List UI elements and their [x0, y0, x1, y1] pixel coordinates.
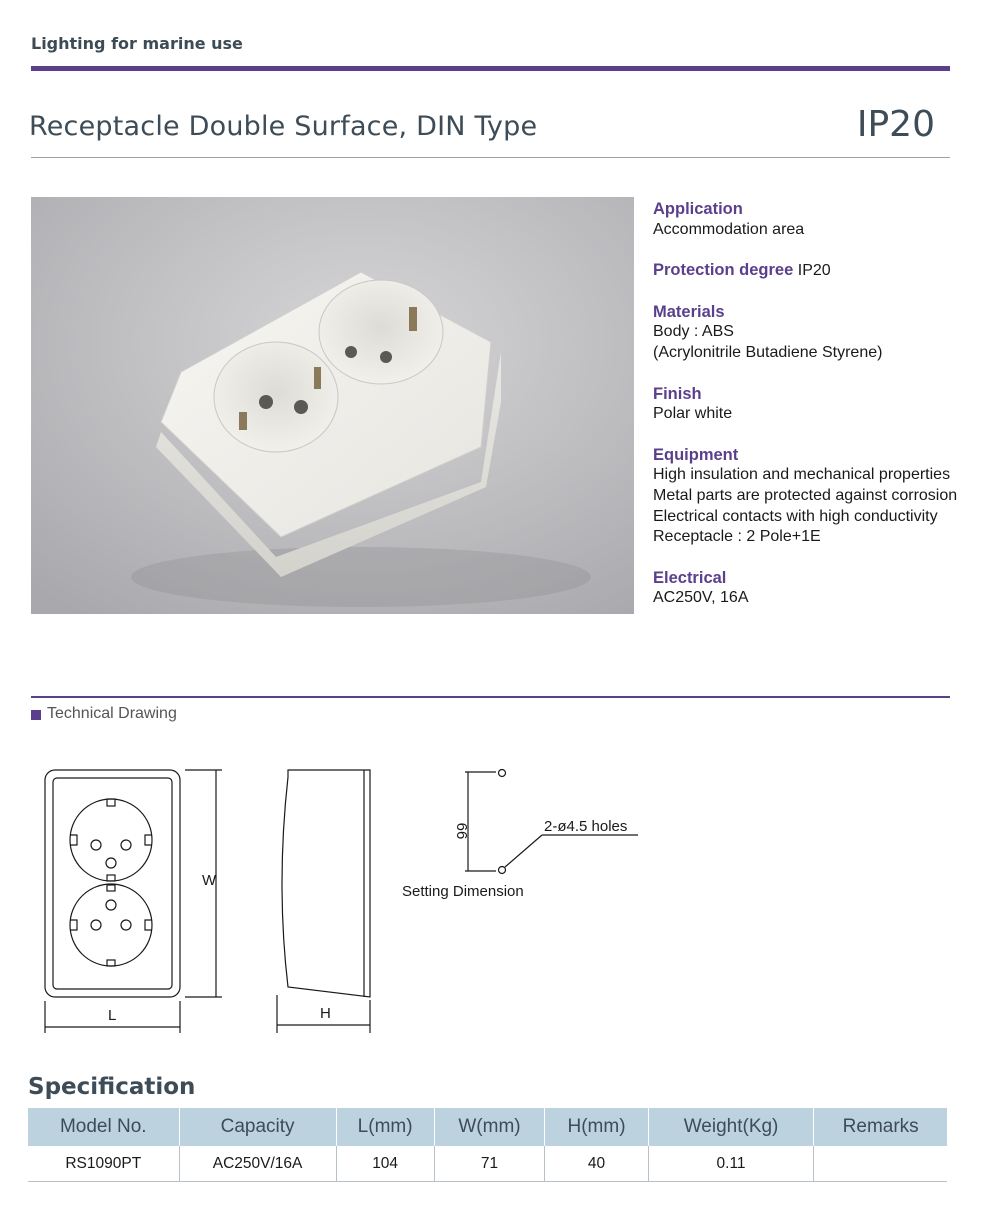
table-cell: 104: [336, 1146, 434, 1182]
section-square-icon: [31, 710, 41, 720]
protection-value: IP20: [797, 262, 831, 280]
finish-label: Finish: [653, 384, 702, 403]
equipment-label: Equipment: [653, 445, 739, 464]
dim-66-label: 66: [453, 822, 470, 840]
equipment-line: Receptacle : 2 Pole+1E: [653, 528, 821, 546]
socket-outline: [70, 884, 152, 966]
product-title: Receptacle Double Surface, DIN Type: [29, 111, 538, 142]
column-header: Capacity: [179, 1108, 336, 1146]
title-divider: [31, 157, 950, 158]
table-cell: RS1090PT: [28, 1146, 179, 1182]
top-divider: [31, 66, 950, 71]
electrical-block: [653, 568, 983, 609]
materials-line: Body : ABS: [653, 323, 734, 341]
application-value: Accommodation area: [653, 220, 805, 238]
specification-table: [28, 1108, 947, 1182]
spec-details: [653, 199, 983, 629]
finish-value: Polar white: [653, 405, 733, 423]
specification-heading: Specification: [28, 1074, 196, 1100]
equipment-line: Metal parts are protected against corrosion: [653, 486, 958, 504]
table-bottom-rule: [28, 1181, 947, 1182]
section-divider: [31, 696, 950, 698]
equipment-block: [653, 445, 983, 548]
materials-label: Materials: [653, 302, 725, 321]
materials-line: (Acrylonitrile Butadiene Styrene): [653, 343, 883, 361]
technical-drawing-heading: Technical Drawing: [47, 705, 177, 722]
column-header: L(mm): [336, 1108, 434, 1146]
mounting-hole: [499, 867, 506, 874]
holes-label: 2-ø4.5 holes: [544, 818, 628, 835]
table-cell: 40: [545, 1146, 648, 1182]
mounting-hole: [499, 770, 506, 777]
table-row: [28, 1146, 947, 1182]
column-header: Remarks: [814, 1108, 947, 1146]
column-header: Model No.: [28, 1108, 179, 1146]
category-label: Lighting for marine use: [31, 34, 243, 53]
product-photo: [31, 197, 634, 614]
protection-label: Protection degree: [653, 261, 794, 280]
finish-block: [653, 384, 983, 425]
protection-block: [653, 260, 983, 282]
electrical-label: Electrical: [653, 568, 727, 587]
electrical-value: AC250V, 16A: [653, 589, 749, 607]
application-block: [653, 199, 983, 240]
application-label: Application: [653, 200, 743, 218]
column-header: Weight(Kg): [648, 1108, 814, 1146]
equipment-line: Electrical contacts with high conductivity: [653, 507, 938, 525]
table-cell: AC250V/16A: [179, 1146, 336, 1182]
setting-dimension-label: Setting Dimension: [402, 883, 524, 900]
materials-block: [653, 302, 983, 364]
column-header: W(mm): [434, 1108, 545, 1146]
socket-outline: [70, 799, 152, 881]
dim-w-label: W: [202, 872, 217, 889]
table-cell: 0.11: [648, 1146, 814, 1182]
column-header: H(mm): [545, 1108, 648, 1146]
technical-drawing: [30, 755, 670, 1039]
side-view-outline: [282, 770, 370, 997]
table-cell: 71: [434, 1146, 545, 1182]
equipment-line: High insulation and mechanical properties: [653, 466, 951, 484]
table-header-row: [28, 1108, 947, 1146]
dim-h-label: H: [320, 1005, 331, 1022]
ip-rating-badge: IP20: [856, 104, 935, 145]
dim-l-label: L: [108, 1007, 117, 1024]
table-cell: [814, 1146, 947, 1182]
